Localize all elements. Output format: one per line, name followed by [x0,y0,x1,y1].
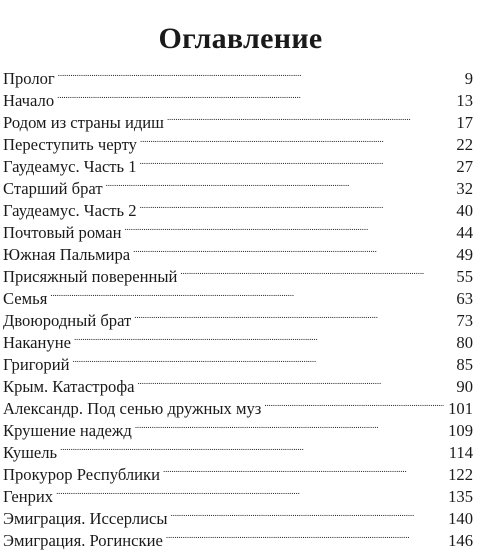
dot-leader [60,436,445,458]
toc-entry-page: 44 [456,223,473,242]
toc-entry-page: 13 [456,91,473,110]
toc-entry-page: 80 [456,333,473,352]
toc-entry[interactable] [3,106,473,132]
toc-entry-label: Крым. Катастрофа [3,377,135,396]
toc-entry[interactable] [3,502,473,528]
toc-entry-label: Пролог [3,69,55,88]
toc-entry[interactable] [3,370,473,396]
toc-entry-label: Григорий [3,355,70,374]
toc-entry-label: Кушель [3,443,58,462]
dot-leader [133,238,452,260]
toc-entry-label: Почтовый роман [3,223,122,242]
toc-entry-page: 32 [456,179,473,198]
dot-leader [264,392,444,414]
toc-entry-page: 73 [456,311,473,330]
dot-leader [124,216,452,238]
toc-entry-label: Эмиграция. Рогинские [3,531,163,550]
toc-entry-label: Накануне [3,333,71,352]
toc-entry[interactable] [3,326,473,352]
dot-leader [50,282,452,304]
dot-leader [171,502,445,524]
toc-entry-label: Старший брат [3,179,103,198]
toc-entry-label: Семья [3,289,48,308]
toc-entry[interactable] [3,282,473,308]
toc-entry-page: 55 [456,267,473,286]
dot-leader [140,150,453,172]
dot-leader [140,128,452,150]
toc-entry-label: Двоюродный брат [3,311,132,330]
toc-entry-page: 85 [456,355,473,374]
toc-entry-page: 27 [456,157,473,176]
toc-entry-label: Присяжный поверенный [3,267,178,286]
dot-leader [167,106,452,128]
toc-entry-label: Крушение надежд [3,421,132,440]
dot-leader [180,260,452,282]
toc-entry-label: Эмиграция. Иссерлисы [3,509,168,528]
page-title: Оглавление [158,22,323,56]
dot-leader [58,62,461,84]
toc-entry-page: 9 [464,69,473,88]
dot-leader [137,370,452,392]
toc-entry-page: 135 [448,487,473,506]
toc-entry-label: Южная Пальмира [3,245,131,264]
toc-entry[interactable] [3,458,473,484]
toc-entry-label: Начало [3,91,55,110]
toc-entry[interactable] [3,84,473,110]
toc-entry-label: Родом из страны идиш [3,113,164,132]
toc-entry[interactable] [3,304,473,330]
toc-entry-page: 114 [448,443,473,462]
dot-leader [140,194,453,216]
dot-leader [166,524,444,546]
toc-entry-page: 40 [456,201,473,220]
toc-entry[interactable] [3,480,473,506]
dot-leader [57,84,452,106]
dot-leader [134,304,452,326]
toc-entry-label: Гаудеамус. Часть 1 [3,157,137,176]
toc-entry-page: 22 [456,135,473,154]
toc-entry-page: 63 [456,289,473,308]
toc-entry[interactable] [3,62,473,88]
toc-entry-page: 90 [456,377,473,396]
dot-leader [56,480,444,502]
toc-entry-label: Генрих [3,487,54,506]
toc-entry-page: 101 [448,399,473,418]
table-of-contents [3,62,473,550]
toc-entry-label: Александр. Под сенью дружных муз [3,399,262,418]
toc-entry[interactable] [3,436,473,462]
toc-entry-page: 17 [456,113,473,132]
toc-entry-page: 49 [456,245,473,264]
toc-entry-page: 140 [448,509,473,528]
toc-entry-label: Переступить черту [3,135,137,154]
dot-leader [106,172,453,194]
toc-entry[interactable] [3,348,473,374]
dot-leader [72,348,452,370]
toc-entry-page: 122 [448,465,473,484]
dot-leader [163,458,444,480]
toc-entry-label: Прокурор Республики [3,465,160,484]
dot-leader [74,326,452,348]
toc-entry-label: Гаудеамус. Часть 2 [3,201,137,220]
toc-entry-page: 109 [448,421,473,440]
dot-leader [135,414,444,436]
toc-entry-page: 146 [448,531,473,550]
